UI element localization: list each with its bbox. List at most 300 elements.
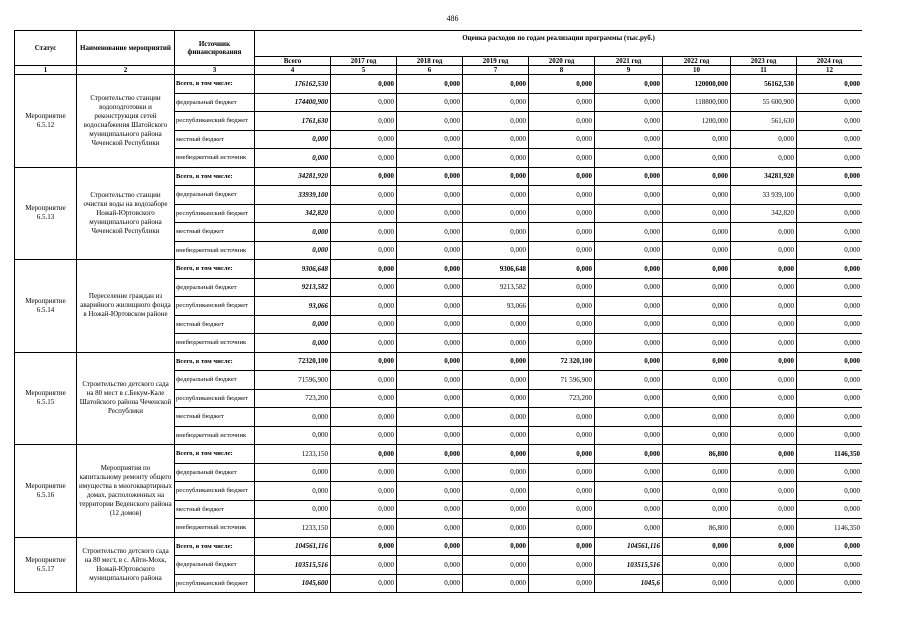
total-value-cell: 93,066 <box>255 297 331 316</box>
total-value-cell: 104561,116 <box>255 537 331 556</box>
year-value-cell: 0,000 <box>529 482 595 501</box>
year-value-cell: 0,000 <box>595 260 663 279</box>
total-value-cell: 0,000 <box>255 241 331 260</box>
header-column-number: 1 <box>15 66 77 75</box>
year-value-cell: 0,000 <box>331 334 397 353</box>
funding-source-cell: федеральный бюджет <box>175 186 255 205</box>
funding-source-cell: республиканский бюджет <box>175 574 255 593</box>
year-value-cell: 0,000 <box>331 204 397 223</box>
year-value-cell: 0,000 <box>529 334 595 353</box>
year-value-cell: 0,000 <box>797 482 863 501</box>
year-value-cell: 0,000 <box>331 278 397 297</box>
year-value-cell: 0,000 <box>397 241 463 260</box>
year-value-cell: 0,000 <box>331 500 397 519</box>
header-estimate: Оценка расходов по годам реализации программы (тыс.руб.) <box>255 31 863 57</box>
total-value-cell: 342,820 <box>255 204 331 223</box>
total-value-cell: 0,000 <box>255 408 331 427</box>
funding-source-cell: Всего, в том числе: <box>175 445 255 464</box>
year-value-cell: 0,000 <box>663 463 731 482</box>
year-value-cell: 0,000 <box>529 93 595 112</box>
funding-source-cell: Всего, в том числе: <box>175 537 255 556</box>
total-value-cell: 103515,516 <box>255 556 331 575</box>
header-column-number: 6 <box>397 66 463 75</box>
year-value-cell: 0,000 <box>731 315 797 334</box>
year-value-cell: 0,000 <box>463 223 529 242</box>
funding-source-cell: федеральный бюджет <box>175 93 255 112</box>
year-value-cell: 0,000 <box>731 574 797 593</box>
year-value-cell: 0,000 <box>331 482 397 501</box>
year-value-cell: 0,000 <box>797 130 863 149</box>
year-value-cell: 0,000 <box>331 186 397 205</box>
year-value-cell: 0,000 <box>595 149 663 168</box>
year-value-cell: 0,000 <box>397 186 463 205</box>
year-value-cell: 0,000 <box>663 186 731 205</box>
funding-source-cell: местный бюджет <box>175 130 255 149</box>
year-value-cell: 0,000 <box>529 426 595 445</box>
year-value-cell: 0,000 <box>731 278 797 297</box>
year-value-cell: 0,000 <box>663 574 731 593</box>
year-value-cell: 0,000 <box>397 482 463 501</box>
year-value-cell: 0,000 <box>331 537 397 556</box>
year-value-cell: 0,000 <box>663 334 731 353</box>
year-value-cell: 0,000 <box>663 278 731 297</box>
funding-source-cell: внебюджетный источник <box>175 519 255 538</box>
year-value-cell: 0,000 <box>463 315 529 334</box>
header-column-number: 3 <box>175 66 255 75</box>
year-value-cell: 0,000 <box>331 315 397 334</box>
year-value-cell: 0,000 <box>663 389 731 408</box>
total-value-cell: 0,000 <box>255 149 331 168</box>
header-year: 2024 год <box>797 57 863 66</box>
total-value-cell: 0,000 <box>255 426 331 445</box>
expenditure-table-container <box>14 30 862 594</box>
year-value-cell: 0,000 <box>397 204 463 223</box>
year-value-cell: 0,000 <box>397 445 463 464</box>
year-value-cell: 0,000 <box>463 389 529 408</box>
year-value-cell: 0,000 <box>331 445 397 464</box>
year-value-cell: 0,000 <box>529 241 595 260</box>
year-value-cell: 0,000 <box>731 260 797 279</box>
funding-source-cell: федеральный бюджет <box>175 278 255 297</box>
year-value-cell: 0,000 <box>331 75 397 94</box>
year-value-cell: 33 939,100 <box>731 186 797 205</box>
year-value-cell: 0,000 <box>529 445 595 464</box>
funding-source-cell: внебюджетный источник <box>175 149 255 168</box>
funding-source-cell: республиканский бюджет <box>175 389 255 408</box>
total-value-cell: 1045,600 <box>255 574 331 593</box>
total-value-cell: 0,000 <box>255 334 331 353</box>
year-value-cell: 723,200 <box>529 389 595 408</box>
year-value-cell: 0,000 <box>529 297 595 316</box>
funding-source-cell: республиканский бюджет <box>175 297 255 316</box>
year-value-cell: 0,000 <box>397 278 463 297</box>
header-year: 2019 год <box>463 57 529 66</box>
total-value-cell: 0,000 <box>255 130 331 149</box>
status-cell: Мероприятие 6.5.13 <box>15 167 77 260</box>
year-value-cell: 120000,000 <box>663 75 731 94</box>
status-cell: Мероприятие 6.5.17 <box>15 537 77 593</box>
year-value-cell: 0,000 <box>463 556 529 575</box>
header-column-number: 2 <box>77 66 175 75</box>
year-value-cell: 0,000 <box>463 574 529 593</box>
year-value-cell: 0,000 <box>595 315 663 334</box>
header-year: 2018 год <box>397 57 463 66</box>
year-value-cell: 0,000 <box>397 426 463 445</box>
activity-name-cell: Мероприятия по капитальному ремонту общего имущества в многоквартирных домах, расположенных на территории Веденского района (12 домов) <box>77 445 175 538</box>
year-value-cell: 0,000 <box>797 352 863 371</box>
header-year: 2021 год <box>595 57 663 66</box>
year-value-cell: 0,000 <box>797 334 863 353</box>
header-column-number: 8 <box>529 66 595 75</box>
header-year: 2017 год <box>331 57 397 66</box>
year-value-cell: 0,000 <box>663 204 731 223</box>
year-value-cell: 0,000 <box>331 519 397 538</box>
year-value-cell: 0,000 <box>797 426 863 445</box>
year-value-cell: 55 600,900 <box>731 93 797 112</box>
year-value-cell: 0,000 <box>529 223 595 242</box>
year-value-cell: 0,000 <box>529 167 595 186</box>
year-value-cell: 0,000 <box>797 186 863 205</box>
total-value-cell: 9213,582 <box>255 278 331 297</box>
header-year: 2023 год <box>731 57 797 66</box>
year-value-cell: 0,000 <box>797 223 863 242</box>
total-value-cell: 1233,150 <box>255 519 331 538</box>
year-value-cell: 0,000 <box>529 75 595 94</box>
year-value-cell: 0,000 <box>595 241 663 260</box>
year-value-cell: 0,000 <box>595 130 663 149</box>
year-value-cell: 0,000 <box>595 408 663 427</box>
year-value-cell: 0,000 <box>331 112 397 131</box>
year-value-cell: 0,000 <box>595 112 663 131</box>
year-value-cell: 0,000 <box>397 352 463 371</box>
year-value-cell: 56162,530 <box>731 75 797 94</box>
year-value-cell: 0,000 <box>331 408 397 427</box>
year-value-cell: 0,000 <box>331 389 397 408</box>
header-column-number: 5 <box>331 66 397 75</box>
header-column-number: 9 <box>595 66 663 75</box>
year-value-cell: 0,000 <box>797 204 863 223</box>
year-value-cell: 0,000 <box>797 278 863 297</box>
funding-source-cell: местный бюджет <box>175 315 255 334</box>
funding-source-cell: республиканский бюджет <box>175 482 255 501</box>
year-value-cell: 0,000 <box>397 149 463 168</box>
year-value-cell: 72 320,100 <box>529 352 595 371</box>
year-value-cell: 0,000 <box>463 93 529 112</box>
year-value-cell: 103515,516 <box>595 556 663 575</box>
header-column-number: 11 <box>731 66 797 75</box>
table-header <box>15 31 863 75</box>
activity-name-cell: Строительство станции водоподготовки и реконструкция сетей водоснабжения Шатойского муниципального района Чеченской Республики <box>77 75 175 168</box>
year-value-cell: 0,000 <box>663 241 731 260</box>
year-value-cell: 0,000 <box>397 93 463 112</box>
year-value-cell: 0,000 <box>797 537 863 556</box>
table-row <box>15 537 863 556</box>
year-value-cell: 0,000 <box>731 556 797 575</box>
total-value-cell: 0,000 <box>255 463 331 482</box>
year-value-cell: 0,000 <box>663 371 731 390</box>
total-value-cell: 176162,530 <box>255 75 331 94</box>
year-value-cell: 9213,582 <box>463 278 529 297</box>
year-value-cell: 0,000 <box>595 93 663 112</box>
year-value-cell: 0,000 <box>397 223 463 242</box>
table-body <box>15 75 863 593</box>
year-value-cell: 0,000 <box>331 167 397 186</box>
status-cell: Мероприятие 6.5.16 <box>15 445 77 538</box>
year-value-cell: 0,000 <box>397 556 463 575</box>
funding-source-cell: федеральный бюджет <box>175 463 255 482</box>
year-value-cell: 0,000 <box>397 334 463 353</box>
year-value-cell: 561,630 <box>731 112 797 131</box>
year-value-cell: 0,000 <box>595 75 663 94</box>
year-value-cell: 0,000 <box>529 260 595 279</box>
year-value-cell: 0,000 <box>731 223 797 242</box>
status-cell: Мероприятие 6.5.15 <box>15 352 77 445</box>
header-column-number: 4 <box>255 66 331 75</box>
year-value-cell: 0,000 <box>595 352 663 371</box>
year-value-cell: 0,000 <box>397 574 463 593</box>
page-number: 486 <box>446 14 459 23</box>
expenditure-table <box>14 30 862 593</box>
total-value-cell: 0,000 <box>255 500 331 519</box>
year-value-cell: 0,000 <box>731 389 797 408</box>
year-value-cell: 0,000 <box>463 408 529 427</box>
year-value-cell: 0,000 <box>397 260 463 279</box>
year-value-cell: 0,000 <box>529 204 595 223</box>
year-value-cell: 0,000 <box>595 334 663 353</box>
total-value-cell: 71596,900 <box>255 371 331 390</box>
year-value-cell: 0,000 <box>529 315 595 334</box>
year-value-cell: 0,000 <box>529 556 595 575</box>
year-value-cell: 0,000 <box>797 371 863 390</box>
year-value-cell: 0,000 <box>663 500 731 519</box>
year-value-cell: 0,000 <box>797 389 863 408</box>
year-value-cell: 0,000 <box>463 500 529 519</box>
status-cell: Мероприятие 6.5.14 <box>15 260 77 353</box>
header-column-number: 12 <box>797 66 863 75</box>
total-value-cell: 34281,920 <box>255 167 331 186</box>
year-value-cell: 0,000 <box>663 408 731 427</box>
year-value-cell: 0,000 <box>463 167 529 186</box>
year-value-cell: 0,000 <box>731 352 797 371</box>
year-value-cell: 0,000 <box>595 500 663 519</box>
year-value-cell: 0,000 <box>331 574 397 593</box>
year-value-cell: 118800,000 <box>663 93 731 112</box>
funding-source-cell: республиканский бюджет <box>175 204 255 223</box>
table-row <box>15 352 863 371</box>
year-value-cell: 0,000 <box>595 297 663 316</box>
year-value-cell: 0,000 <box>331 352 397 371</box>
year-value-cell: 0,000 <box>331 149 397 168</box>
year-value-cell: 0,000 <box>663 556 731 575</box>
year-value-cell: 0,000 <box>463 204 529 223</box>
year-value-cell: 0,000 <box>595 463 663 482</box>
header-source: Источник финансирования <box>175 31 255 66</box>
year-value-cell: 0,000 <box>397 371 463 390</box>
year-value-cell: 71 596,900 <box>529 371 595 390</box>
year-value-cell: 9306,648 <box>463 260 529 279</box>
year-value-cell: 86,800 <box>663 519 731 538</box>
year-value-cell: 0,000 <box>797 260 863 279</box>
year-value-cell: 0,000 <box>595 167 663 186</box>
year-value-cell: 0,000 <box>331 241 397 260</box>
total-value-cell: 0,000 <box>255 223 331 242</box>
year-value-cell: 0,000 <box>797 112 863 131</box>
year-value-cell: 0,000 <box>397 537 463 556</box>
funding-source-cell: Всего, в том числе: <box>175 75 255 94</box>
header-total: Всего <box>255 57 331 66</box>
year-value-cell: 0,000 <box>595 519 663 538</box>
year-value-cell: 0,000 <box>595 445 663 464</box>
total-value-cell: 723,200 <box>255 389 331 408</box>
year-value-cell: 0,000 <box>797 93 863 112</box>
year-value-cell: 0,000 <box>731 482 797 501</box>
year-value-cell: 0,000 <box>663 130 731 149</box>
year-value-cell: 0,000 <box>731 241 797 260</box>
year-value-cell: 0,000 <box>397 519 463 538</box>
year-value-cell: 0,000 <box>331 297 397 316</box>
total-value-cell: 0,000 <box>255 315 331 334</box>
funding-source-cell: федеральный бюджет <box>175 556 255 575</box>
year-value-cell: 0,000 <box>595 371 663 390</box>
year-value-cell: 0,000 <box>797 241 863 260</box>
year-value-cell: 86,800 <box>663 445 731 464</box>
year-value-cell: 0,000 <box>331 260 397 279</box>
year-value-cell: 0,000 <box>731 537 797 556</box>
year-value-cell: 0,000 <box>663 315 731 334</box>
funding-source-cell: Всего, в том числе: <box>175 352 255 371</box>
year-value-cell: 0,000 <box>463 149 529 168</box>
year-value-cell: 0,000 <box>797 500 863 519</box>
year-value-cell: 0,000 <box>397 167 463 186</box>
year-value-cell: 0,000 <box>331 371 397 390</box>
header-column-number: 10 <box>663 66 731 75</box>
total-value-cell: 1761,630 <box>255 112 331 131</box>
year-value-cell: 0,000 <box>663 297 731 316</box>
year-value-cell: 0,000 <box>797 315 863 334</box>
year-value-cell: 0,000 <box>463 334 529 353</box>
table-row <box>15 445 863 464</box>
year-value-cell: 0,000 <box>397 130 463 149</box>
year-value-cell: 1200,000 <box>663 112 731 131</box>
year-value-cell: 1146,350 <box>797 445 863 464</box>
year-value-cell: 0,000 <box>797 167 863 186</box>
year-value-cell: 0,000 <box>797 297 863 316</box>
year-value-cell: 0,000 <box>663 223 731 242</box>
year-value-cell: 0,000 <box>663 149 731 168</box>
year-value-cell: 0,000 <box>463 241 529 260</box>
year-value-cell: 34281,920 <box>731 167 797 186</box>
year-value-cell: 0,000 <box>731 371 797 390</box>
funding-source-cell: федеральный бюджет <box>175 371 255 390</box>
year-value-cell: 0,000 <box>463 75 529 94</box>
year-value-cell: 0,000 <box>731 500 797 519</box>
activity-name-cell: Строительство станции очистки воды на водозаборе Ножай-Юртовского муниципального района Чеченской Республики <box>77 167 175 260</box>
year-value-cell: 0,000 <box>529 149 595 168</box>
year-value-cell: 0,000 <box>463 186 529 205</box>
year-value-cell: 0,000 <box>731 334 797 353</box>
funding-source-cell: республиканский бюджет <box>175 112 255 131</box>
year-value-cell: 0,000 <box>595 482 663 501</box>
year-value-cell: 0,000 <box>797 408 863 427</box>
year-value-cell: 0,000 <box>463 112 529 131</box>
year-value-cell: 0,000 <box>595 426 663 445</box>
year-value-cell: 342,820 <box>731 204 797 223</box>
year-value-cell: 0,000 <box>529 537 595 556</box>
total-value-cell: 33939,100 <box>255 186 331 205</box>
year-value-cell: 0,000 <box>797 463 863 482</box>
year-value-cell: 1045,6 <box>595 574 663 593</box>
year-value-cell: 0,000 <box>731 519 797 538</box>
year-value-cell: 0,000 <box>595 186 663 205</box>
year-value-cell: 0,000 <box>797 75 863 94</box>
year-value-cell: 0,000 <box>731 463 797 482</box>
year-value-cell: 0,000 <box>797 149 863 168</box>
funding-source-cell: Всего, в том числе: <box>175 167 255 186</box>
year-value-cell: 0,000 <box>463 482 529 501</box>
year-value-cell: 0,000 <box>595 204 663 223</box>
header-year: 2020 год <box>529 57 595 66</box>
year-value-cell: 0,000 <box>397 112 463 131</box>
year-value-cell: 104561,116 <box>595 537 663 556</box>
year-value-cell: 0,000 <box>529 519 595 538</box>
year-value-cell: 0,000 <box>663 426 731 445</box>
year-value-cell: 0,000 <box>663 352 731 371</box>
year-value-cell: 0,000 <box>529 112 595 131</box>
year-value-cell: 0,000 <box>397 75 463 94</box>
year-value-cell: 0,000 <box>529 500 595 519</box>
year-value-cell: 0,000 <box>663 260 731 279</box>
year-value-cell: 0,000 <box>663 537 731 556</box>
year-value-cell: 0,000 <box>331 223 397 242</box>
year-value-cell: 0,000 <box>397 297 463 316</box>
year-value-cell: 0,000 <box>731 408 797 427</box>
funding-source-cell: внебюджетный источник <box>175 426 255 445</box>
table-row <box>15 167 863 186</box>
year-value-cell: 0,000 <box>731 149 797 168</box>
year-value-cell: 0,000 <box>663 482 731 501</box>
header-status: Статус <box>15 31 77 66</box>
year-value-cell: 0,000 <box>529 186 595 205</box>
year-value-cell: 0,000 <box>595 223 663 242</box>
year-value-cell: 0,000 <box>463 519 529 538</box>
total-value-cell: 1233,150 <box>255 445 331 464</box>
year-value-cell: 0,000 <box>797 556 863 575</box>
header-column-numbers <box>15 66 863 75</box>
status-cell: Мероприятие 6.5.12 <box>15 75 77 168</box>
total-value-cell: 72320,100 <box>255 352 331 371</box>
year-value-cell: 0,000 <box>797 574 863 593</box>
year-value-cell: 0,000 <box>331 463 397 482</box>
year-value-cell: 0,000 <box>331 93 397 112</box>
year-value-cell: 0,000 <box>529 463 595 482</box>
year-value-cell: 0,000 <box>731 297 797 316</box>
year-value-cell: 0,000 <box>463 426 529 445</box>
year-value-cell: 0,000 <box>529 278 595 297</box>
header-year: 2022 год <box>663 57 731 66</box>
year-value-cell: 0,000 <box>529 574 595 593</box>
funding-source-cell: внебюджетный источник <box>175 334 255 353</box>
total-value-cell: 9306,648 <box>255 260 331 279</box>
year-value-cell: 0,000 <box>463 537 529 556</box>
total-value-cell: 174400,900 <box>255 93 331 112</box>
activity-name-cell: Переселение граждан из аварийного жилищного фонда в Ножай-Юртовском районе <box>77 260 175 353</box>
funding-source-cell: местный бюджет <box>175 223 255 242</box>
year-value-cell: 1146,350 <box>797 519 863 538</box>
funding-source-cell: Всего, в том числе: <box>175 260 255 279</box>
total-value-cell: 0,000 <box>255 482 331 501</box>
year-value-cell: 0,000 <box>663 167 731 186</box>
year-value-cell: 0,000 <box>529 408 595 427</box>
